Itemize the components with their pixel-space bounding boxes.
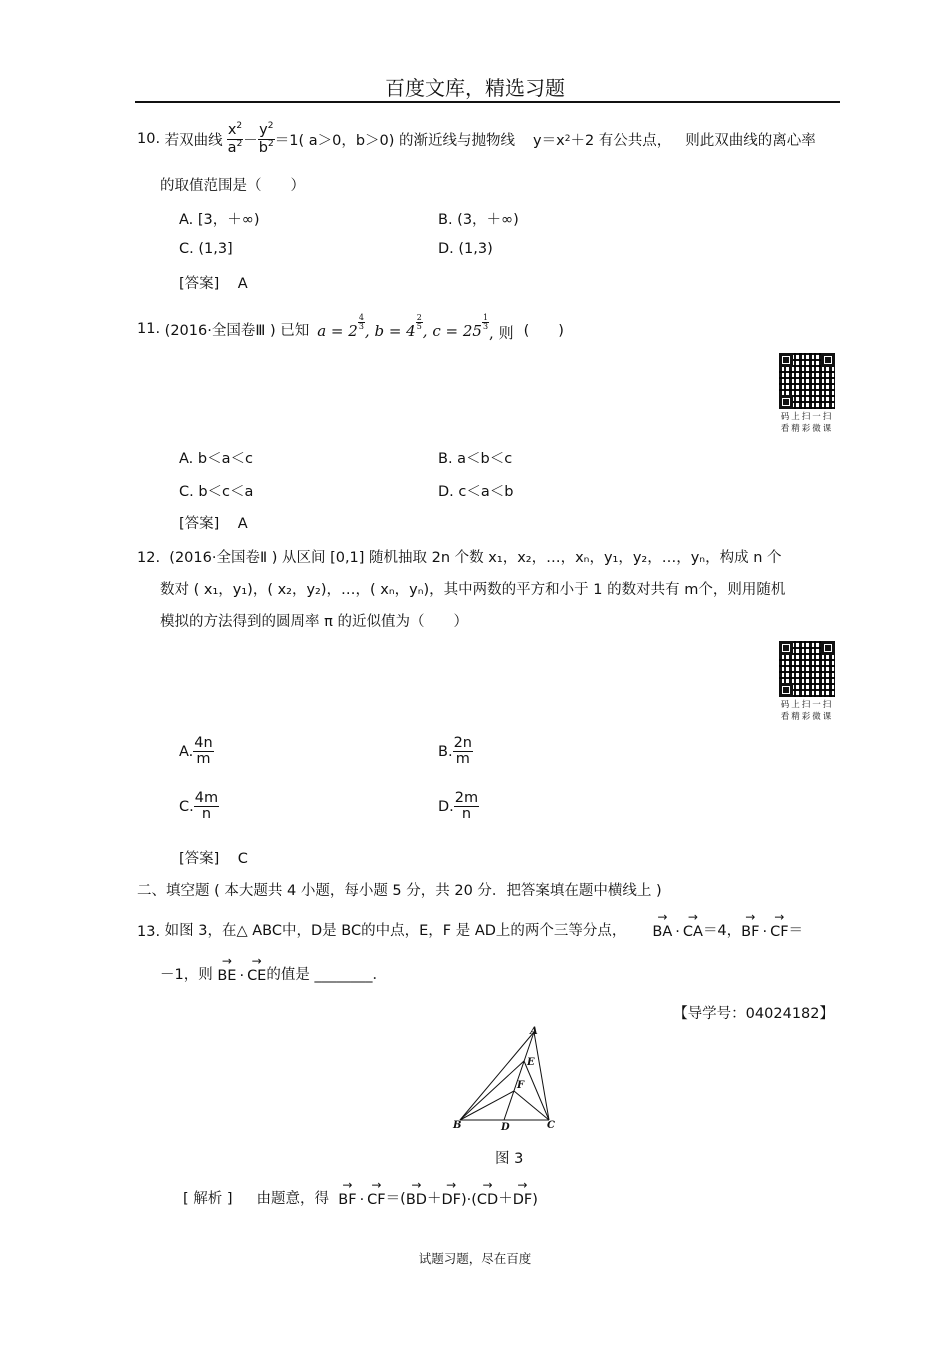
qr-code-icon xyxy=(779,641,835,697)
q11-option-d: D. c＜a＜b xyxy=(438,484,514,500)
q13-line2-pre: －1，则 xyxy=(160,967,213,983)
figure-3-caption: 图 3 xyxy=(495,1151,524,1167)
q11-option-b: B. a＜b＜c xyxy=(438,451,513,467)
label-e: E xyxy=(527,1057,535,1068)
q12-option-c: C. $\frac{4m}{n}$ xyxy=(179,790,219,823)
q10-option-c: C. (1,3] xyxy=(179,241,233,257)
analysis-vector-bd: → BD xyxy=(406,1186,427,1208)
segment-ad xyxy=(504,1032,534,1120)
header-rule xyxy=(135,101,840,103)
q10-line1 xyxy=(137,118,816,160)
analysis-vector-cf: → CF xyxy=(367,1186,385,1208)
label-d: D xyxy=(501,1122,510,1133)
q13-eq4: ＝4， xyxy=(702,923,742,939)
segment-ce xyxy=(524,1061,549,1120)
page-header-title: 百度文库，精选习题 xyxy=(385,76,565,100)
q12-line1 xyxy=(137,546,782,567)
q10-parabola: y＝x xyxy=(533,132,565,149)
q10-option-d: D. (1,3) xyxy=(438,241,493,257)
q10-answer-label: [答案] xyxy=(179,276,220,292)
q13-line1: 13. 如图 3，在△ ABC中，D是 BC的中点，E，F 是 AD上的两个三等分点， → BA · → CA ＝4， → BF · → CF ＝ xyxy=(137,918,803,940)
q12-answer-label: [答案] xyxy=(179,851,220,867)
q12-option-b: B. $\frac{2n}{m}$ xyxy=(438,735,472,768)
q12-answer-value: C xyxy=(237,851,248,867)
q11-option-c: C. b＜c＜a xyxy=(179,484,254,500)
analysis-vector-bf: → BF xyxy=(338,1186,356,1208)
label-b: B xyxy=(453,1120,462,1131)
edge-ac xyxy=(534,1032,549,1120)
page-footer: 试题习题，尽在百度 xyxy=(418,1251,532,1266)
q10-pre: 若双曲线 xyxy=(164,132,223,149)
q11-answer xyxy=(179,512,248,533)
q13-line2: －1，则 → BE · → CE 的值是 ________． xyxy=(160,962,387,984)
q11-option-a: A. b＜a＜c xyxy=(179,451,253,467)
analysis-vector-df: → DF xyxy=(441,1186,461,1208)
analysis-pre: 由题意，得 xyxy=(256,1191,330,1207)
q13-vector-bf: → BF xyxy=(741,918,759,940)
analysis-vector-cd: → CD xyxy=(477,1186,498,1208)
q12-text-1: (2016·全国卷Ⅱ ) 从区间 [0,1] 随机抽取 2n 个数 x₁，x₂，…，xₙ，y₁，y₂，…，yₙ，构成 n 个 xyxy=(169,550,782,566)
q13-eq-end: ＝ xyxy=(788,923,804,939)
q10-parabola-sup: 2 xyxy=(564,134,571,144)
q10-number: 10. xyxy=(137,131,161,147)
q10-minus: － xyxy=(243,132,258,149)
segment-cf xyxy=(514,1091,549,1120)
label-f: F xyxy=(517,1080,525,1091)
q11-number: 11. xyxy=(137,321,161,337)
q10-condition: ＝1( a＞0，b＞0) 的渐近线与抛物线 xyxy=(274,132,516,149)
q13-line2-post: 的值是 ________． xyxy=(266,967,387,983)
analysis-label: [ 解析 ] xyxy=(183,1191,233,1207)
q13-vector-cf: → CF xyxy=(770,918,788,940)
q13-vector-ba: → BA xyxy=(652,918,672,940)
figure-3-triangle xyxy=(448,1026,564,1136)
section2-title: 二、填空题 ( 本大题共 4 小题，每小题 5 分，共 20 分．把答案填在题中横线上 ) xyxy=(137,883,662,899)
label-c: C xyxy=(547,1120,555,1131)
q13-analysis: [ 解析 ] 由题意，得 → BF · → CF ＝( → BD ＋ → DF )·( → CD ＋ → DF ) xyxy=(183,1186,538,1208)
q11-line1 xyxy=(137,311,564,347)
analysis-vector-df-2: → DF xyxy=(513,1186,533,1208)
q10-fraction-x: $\frac{x^2}{a^2}$ xyxy=(227,121,243,156)
q13-vector-ca: → CA xyxy=(683,918,703,940)
edge-ab xyxy=(460,1032,534,1120)
q11-answer-value: A xyxy=(237,516,248,532)
q10-tail: 则此双曲线的离心率 xyxy=(685,132,816,149)
q12-line3: 模拟的方法得到的圆周率 π 的近似值为（ ） xyxy=(160,614,468,630)
q13-number: 13. xyxy=(137,924,161,940)
q11-formula: a = 2 $\frac{4}{3}$ , b = 4 $\frac{2}{5}$ , c = 25 $\frac{1}{3}$ , 则 xyxy=(317,312,514,342)
qr-caption-2: 看精彩微课 xyxy=(780,424,834,434)
qr-caption-2: 看精彩微课 xyxy=(780,712,834,722)
q10-option-a: A. [3，＋∞) xyxy=(179,212,260,228)
q11-blank: ( ) xyxy=(523,322,564,339)
q11-source: (2016·全国卷Ⅲ ) 已知 xyxy=(164,322,310,339)
q12-answer xyxy=(179,847,248,868)
q12-line2: 数对 ( x₁，y₁)，( x₂，y₂)，…，( xₙ，yₙ)，其中两数的平方和小于 1 的数对共有 m个，则用随机 xyxy=(160,582,786,598)
q10-answer-value: A xyxy=(237,276,248,292)
q10-option-b: B. (3，＋∞) xyxy=(438,212,519,228)
q12-option-a: A. $\frac{4n}{m}$ xyxy=(179,735,213,768)
q10-parabola-rest: ＋2 有公共点， xyxy=(570,132,672,149)
qr-caption-1: 码上扫一扫 xyxy=(780,700,834,710)
q12-option-d: D. $\frac{2m}{n}$ xyxy=(438,790,479,823)
q13-text-1: 如图 3，在△ ABC中，D是 BC的中点，E，F 是 AD上的两个三等分点， xyxy=(164,923,627,939)
q10-line2: 的取值范围是（ ） xyxy=(160,178,305,194)
q13-vector-be: → BE xyxy=(217,962,236,984)
q11-answer-label: [答案] xyxy=(179,516,220,532)
qr-caption-1: 码上扫一扫 xyxy=(780,412,834,422)
q10-answer xyxy=(179,272,248,293)
qr-code-icon xyxy=(779,353,835,409)
q13-guide-number: 【导学号：04024182】 xyxy=(673,1006,834,1022)
q12-number: 12. xyxy=(137,550,161,566)
label-a: A xyxy=(530,1026,538,1037)
q13-vector-ce: → CE xyxy=(247,962,266,984)
q10-fraction-y: $\frac{y^2}{b^2}$ xyxy=(258,121,274,156)
